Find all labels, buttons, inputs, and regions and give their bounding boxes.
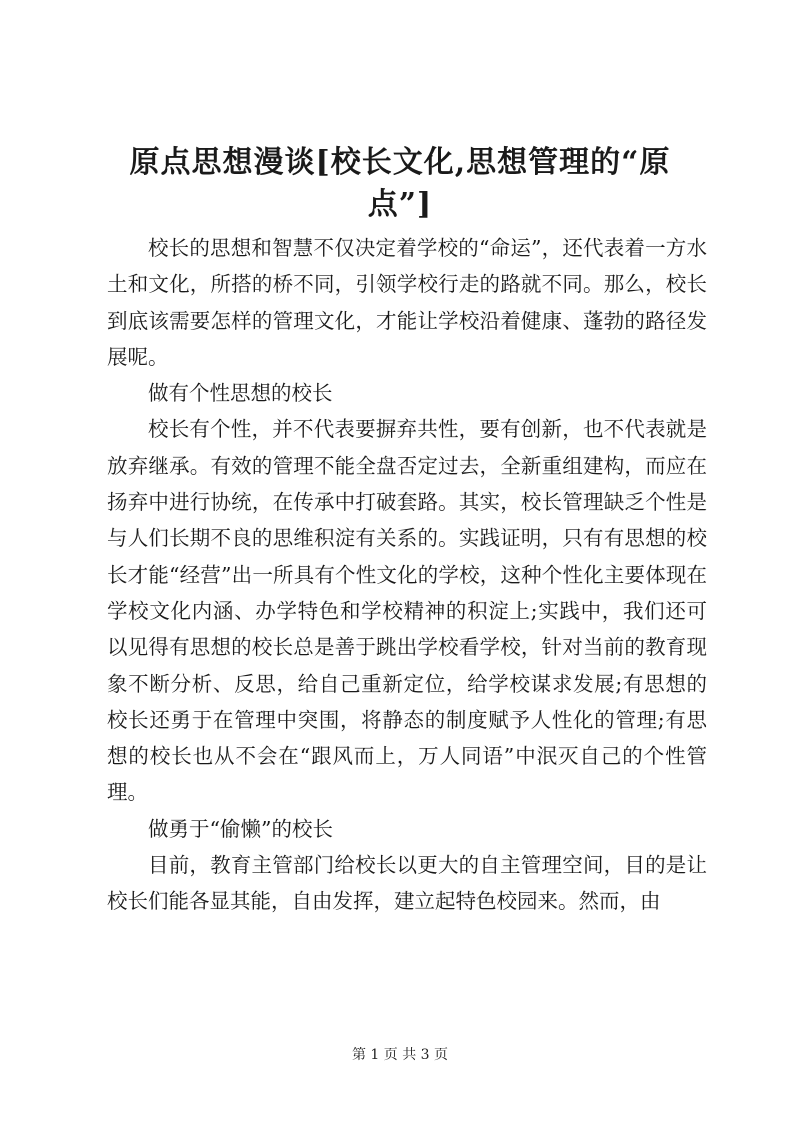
paragraph-intro: 校长的思想和智慧不仅决定着学校的“命运”，还代表着一方水土和文化，所搭的桥不同，引领学校行走的路就不同。那么，校长到底该需要怎样的管理文化，才能让学校沿着健康、蓬勃的路径发展呢。 (107, 236, 707, 369)
page-number-footer: 第 1 页 共 3 页 (351, 1047, 449, 1063)
paragraph-individuality: 校长有个性，并不代表要摒弃共性，要有创新，也不代表就是放弃继承。有效的管理不能全盘否定过去，全新重组建构，而应在扬弃中进行协统，在传承中打破套路。其实，校长管理缺乏个性是与人们长期不良的思维积淀有关系的。实践证明，只有有思想的校长才能“经营”出一所具有个性文化的学校，这种个性化主要体现在学校文化内涵、办学特色和学校精神的积淀上;实践中，我们还可以见得有思想的校长总是善于跳出学校看学校，针对当前的教育现象不断分析、反思，给自己重新定位，给学校谋求发展;有思想的校长还勇于在管理中突围，将静态的制度赋予人性化的管理;有思想的校长也从不会在“跟风而上，万人同语”中泯灭自己的个性管理。 (107, 417, 707, 805)
document-title: 原点思想漫谈[校长文化,思想管理的“原点”] (129, 145, 671, 222)
section-heading-lazy: 做勇于“偷懒”的校长 (148, 816, 333, 841)
paragraph-lazy: 目前，教育主管部门给校长以更大的自主管理空间，目的是让校长们能各显其能，自由发挥，建立起特色校园来。然而，由 (107, 853, 707, 914)
document-body (107, 230, 707, 920)
section-heading-individuality: 做有个性思想的校长 (148, 381, 333, 406)
